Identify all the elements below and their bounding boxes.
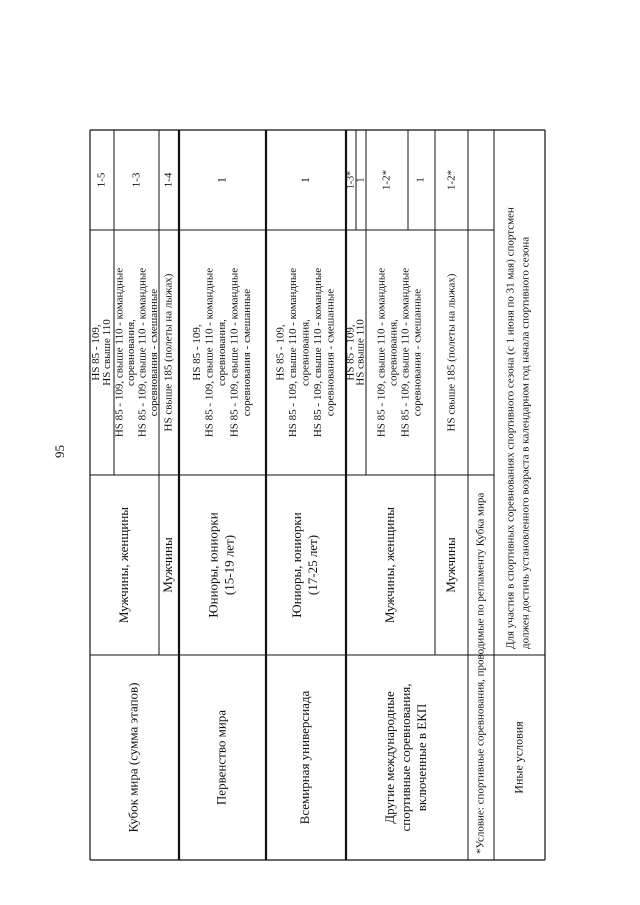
- rank-value: 1: [355, 177, 367, 183]
- rank-value: 1-4: [162, 172, 175, 188]
- event-label: Всемирная универсиада: [296, 690, 312, 825]
- group-label: (15-19 лет): [221, 534, 237, 596]
- rank-value: 1: [414, 177, 427, 183]
- discipline-text: соревнования,: [216, 319, 229, 386]
- rank-value: 1-3: [130, 172, 143, 188]
- group-label: Мужчины: [442, 537, 458, 593]
- discipline-text: HS 85 - 109, свыше 110 - командные: [287, 267, 300, 438]
- other-conditions-text: должен достичь установленного возраста в календарном год начала спортивного сезона: [519, 236, 532, 649]
- discipline-text: HS 85 - 109, свыше 110 - командные: [399, 267, 412, 438]
- event-label: включенные в ЕКП: [413, 703, 429, 812]
- group-label: Юниоры, юниорки: [288, 512, 304, 618]
- group-label: (17-25 лет): [304, 534, 320, 596]
- discipline-text: HS свыше 110: [101, 319, 114, 386]
- discipline-text: HS 85 - 109, свыше 110 - командные: [113, 267, 126, 438]
- discipline-text: соревнования - смешанные: [241, 288, 254, 417]
- group-label: Мужчины: [159, 537, 175, 593]
- event-label: спортивные соревнования,: [397, 683, 413, 832]
- footnote-text: *Условие: спортивные соревнования, проводимые по регламенту Кубка мира: [474, 492, 487, 854]
- discipline-text: соревнования - смешанные: [147, 288, 160, 417]
- group-label: Мужчины, женщины: [381, 506, 397, 624]
- discipline-text: HS 85 - 109, свыше 110 - командные: [203, 267, 216, 438]
- discipline-text: HS свыше 185 (полеты на лыжах): [162, 273, 175, 432]
- discipline-text: HS свыше 185 (полеты на лыжах): [445, 273, 458, 432]
- discipline-text: HS 85 - 109,: [344, 324, 357, 381]
- discipline-text: HS 85 - 109,: [191, 324, 204, 381]
- rank-value: 1: [297, 177, 312, 183]
- table-texts: [90, 170, 532, 854]
- rank-value: 1: [214, 177, 229, 183]
- event-label: Кубок мира (сумма этапов): [125, 682, 141, 833]
- discipline-text: HS 85 - 109, свыше 110 - командные: [375, 267, 388, 438]
- event-label: Другие международные: [381, 691, 397, 824]
- table-rotated-group: [90, 130, 545, 860]
- discipline-text: HS 85 - 109, свыше 110 - командные: [228, 267, 241, 438]
- discipline-text: HS 85 - 109, свыше 110 - командные: [312, 267, 325, 438]
- rank-value: 1-2*: [445, 169, 458, 191]
- discipline-text: HS свыше 110: [354, 319, 367, 386]
- discipline-text: HS 85 - 109,: [90, 324, 103, 381]
- discipline-text: соревнования - смешанные: [324, 288, 337, 417]
- rank-value: 1-5: [95, 172, 108, 188]
- rank-value: 1-3*: [345, 170, 357, 190]
- other-conditions-text: Для участия в спортивных соревнованиях спортивного сезона (с 1 июня по 31 мая) спортсмен: [504, 207, 517, 649]
- event-label: Первенство мира: [213, 709, 229, 806]
- discipline-text: соревнования - смешанные: [411, 288, 424, 417]
- page-number: 95: [52, 445, 67, 459]
- rank-value: 1-2*: [380, 169, 393, 191]
- discipline-text: соревнования,: [124, 319, 137, 386]
- discipline-text: HS 85 - 109, свыше 110 - командные: [136, 267, 149, 438]
- other-conditions-label: Иные условия: [511, 721, 526, 794]
- discipline-text: соревнования,: [299, 319, 312, 386]
- discipline-text: соревнования,: [387, 319, 400, 386]
- group-label: Юниоры, юниорки: [205, 512, 221, 618]
- group-label: Мужчины, женщины: [115, 506, 131, 624]
- discipline-text: HS 85 - 109,: [274, 324, 287, 381]
